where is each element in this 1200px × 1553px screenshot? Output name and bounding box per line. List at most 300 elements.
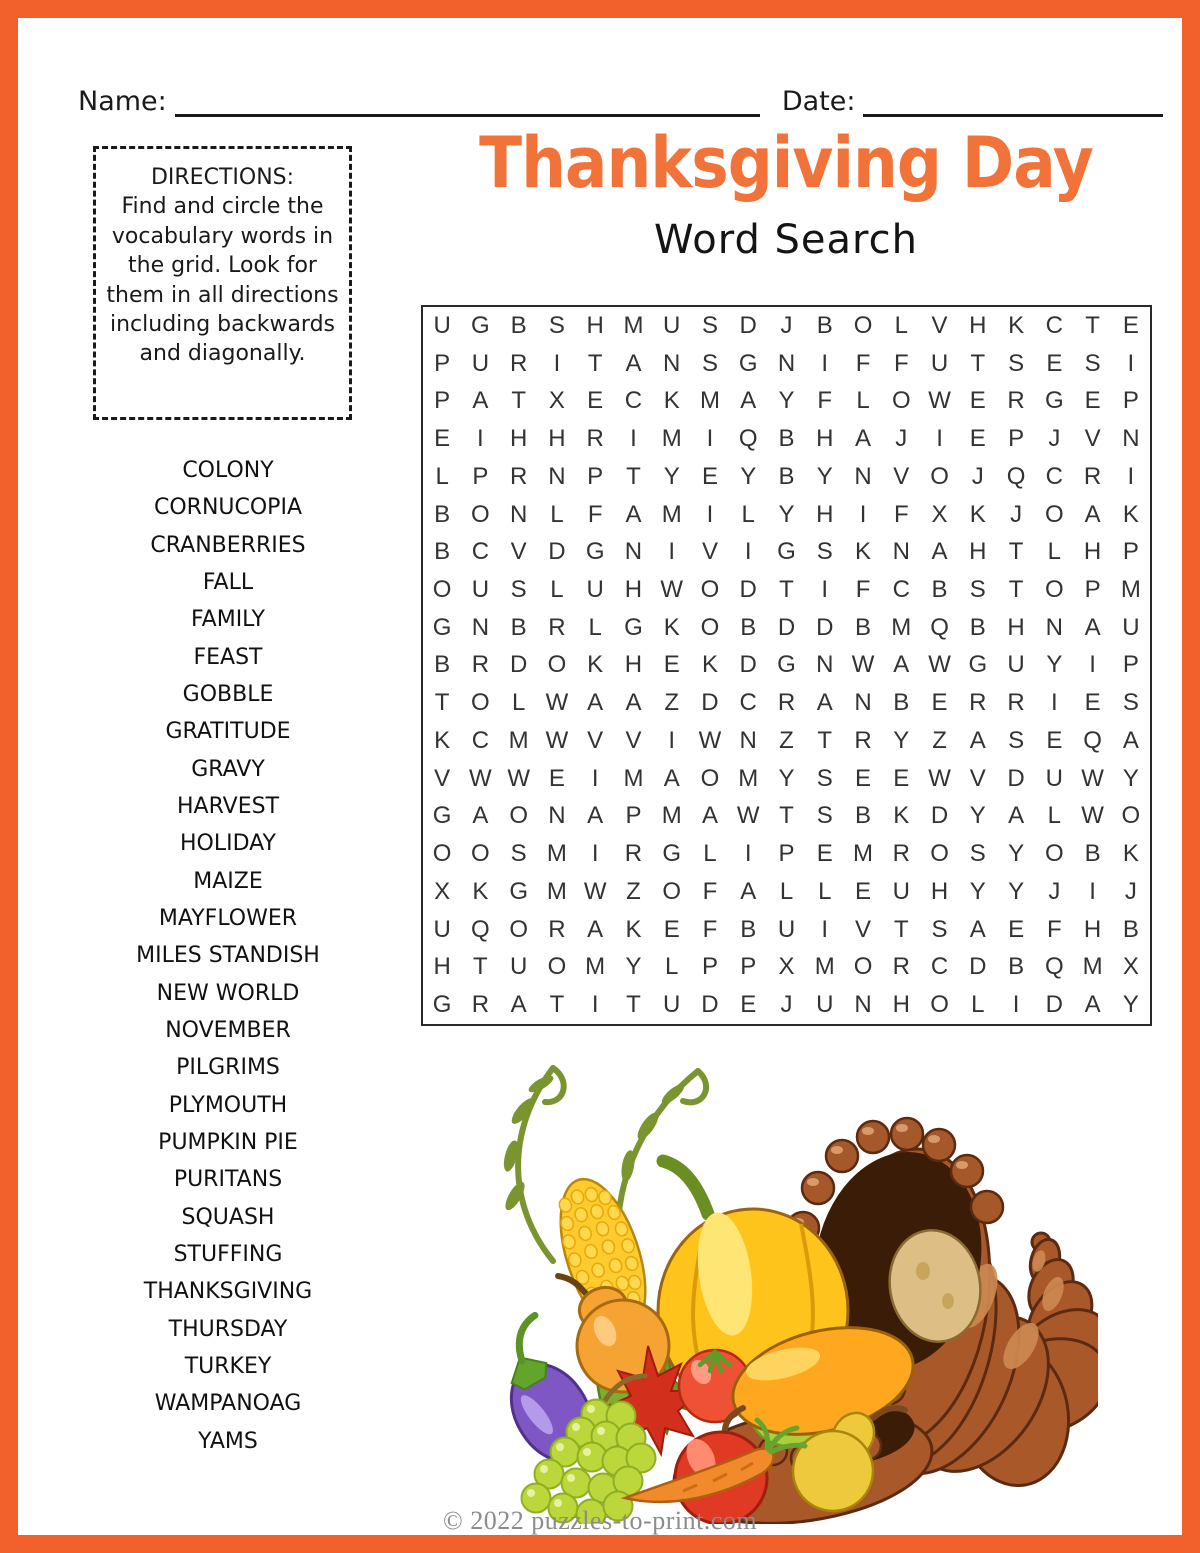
grid-letter: P — [701, 953, 718, 981]
grid-letter: F — [702, 877, 718, 905]
grid-letter: O — [509, 802, 528, 830]
grid-letter: N — [1045, 613, 1063, 641]
grid-letter: M — [546, 840, 567, 868]
grid-letter: P — [472, 462, 489, 490]
grid-letter: I — [553, 349, 561, 377]
copyright-text: © 2022 puzzles-to-print.com — [442, 1506, 758, 1535]
grid-letter: A — [1084, 991, 1101, 1019]
grid-letter: S — [969, 840, 986, 868]
grid-letter: B — [740, 915, 757, 943]
grid-letter: R — [509, 349, 528, 377]
grid-letter: G — [509, 877, 528, 905]
grid-letter: B — [816, 311, 833, 339]
grid-letter: N — [739, 726, 757, 754]
grid-letter: Q — [1045, 953, 1064, 981]
grid-letter: I — [591, 840, 599, 868]
grid-letter: L — [1047, 802, 1062, 830]
grid-letter: J — [895, 425, 908, 453]
grid-letter: T — [1085, 311, 1100, 339]
grid-letter: E — [969, 387, 986, 415]
word-list-item: MAYFLOWER — [158, 906, 298, 932]
grid-letter: R — [854, 726, 872, 754]
grid-letter: V — [1084, 425, 1101, 453]
word-list-item: WAMPANOAG — [154, 1391, 302, 1417]
grid-letter: C — [1045, 311, 1063, 339]
grid-letter: O — [700, 764, 720, 792]
grid-letter: S — [510, 840, 527, 868]
grid-letter: I — [821, 915, 829, 943]
word-list-item: GRAVY — [191, 756, 265, 782]
grid-letter: I — [1051, 689, 1058, 717]
grid-letter: W — [1081, 802, 1104, 830]
grid-letter: A — [1122, 726, 1139, 754]
grid-letter: E — [931, 689, 948, 717]
directions-box — [93, 146, 352, 420]
word-search-grid — [421, 305, 1152, 1026]
grid-letter: G — [777, 538, 796, 566]
grid-letter: X — [1122, 953, 1139, 981]
grid-letter: Z — [664, 689, 680, 717]
grid-letter: M — [623, 311, 644, 339]
grid-letter: O — [930, 462, 949, 490]
word-list-item: THURSDAY — [168, 1316, 288, 1342]
grid-letter: H — [586, 311, 604, 339]
grid-letter: K — [969, 500, 986, 528]
grid-letter: B — [855, 613, 872, 641]
grid-letter: O — [1045, 840, 1064, 868]
grid-letter: O — [1121, 802, 1141, 830]
grid-letter: F — [587, 500, 603, 528]
grid-letter: D — [739, 576, 757, 604]
grid-letter: D — [548, 538, 566, 566]
grid-letter: S — [701, 311, 718, 339]
grid-letter: D — [739, 311, 757, 339]
word-list-item: PLYMOUTH — [168, 1092, 288, 1118]
grid-letter: E — [855, 764, 872, 792]
grid-letter: H — [1083, 915, 1102, 943]
grid-letter: B — [1084, 840, 1101, 868]
grid-letter: D — [701, 689, 719, 717]
grid-letter: I — [744, 538, 752, 566]
grid-letter: U — [663, 311, 681, 339]
grid-letter: C — [892, 576, 910, 604]
grid-letter: R — [624, 840, 643, 868]
grid-letter: R — [509, 462, 528, 490]
grid-letter: B — [434, 651, 451, 679]
grid-letter: V — [587, 726, 604, 754]
grid-letter: R — [548, 613, 566, 641]
grid-letter: B — [510, 311, 527, 339]
grid-letter: O — [700, 576, 720, 604]
grid-letter: C — [471, 538, 490, 566]
grid-letter: P — [1122, 387, 1139, 415]
grid-letter: I — [821, 576, 829, 604]
word-list-item: THANKSGIVING — [143, 1279, 313, 1305]
grid-letter: R — [1007, 689, 1025, 717]
date-blank-line[interactable] — [863, 80, 1163, 117]
grid-letter: O — [930, 991, 949, 1019]
grid-letter: J — [971, 462, 984, 490]
grid-letter: O — [853, 953, 873, 981]
grid-letter: A — [663, 764, 680, 792]
word-list-item: YAMS — [198, 1428, 258, 1454]
grid-letter: H — [548, 425, 566, 453]
grid-letter: A — [893, 651, 910, 679]
grid-letter: U — [892, 877, 910, 905]
grid-letter: U — [1045, 764, 1063, 792]
grid-letter: W — [1081, 764, 1104, 792]
grid-letter: A — [855, 425, 872, 453]
grid-letter: D — [1007, 764, 1025, 792]
word-list-item: SQUASH — [181, 1204, 275, 1230]
grid-letter: F — [855, 349, 871, 377]
grid-letter: D — [816, 613, 834, 641]
word-list-item: PUMPKIN PIE — [158, 1130, 298, 1156]
grid-letter: L — [971, 991, 985, 1019]
grid-letter: A — [587, 689, 604, 717]
grid-letter: U — [1007, 651, 1025, 679]
grid-letter: M — [891, 613, 912, 641]
grid-letter: L — [741, 500, 755, 528]
grid-letter: R — [892, 953, 910, 981]
name-blank-line[interactable] — [175, 80, 760, 117]
name-label: Name: — [78, 86, 167, 117]
grid-letter: B — [434, 538, 451, 566]
grid-letter: L — [703, 840, 717, 868]
page-subtitle: Word Search — [654, 217, 918, 263]
grid-letter: T — [1008, 538, 1024, 566]
grid-letter: N — [471, 613, 490, 641]
grid-letter: U — [433, 915, 451, 943]
grid-letter: W — [736, 802, 760, 830]
grid-letter: A — [587, 915, 604, 943]
grid-letter: T — [1008, 576, 1024, 604]
grid-letter: X — [778, 953, 795, 981]
grid-letter: E — [1084, 689, 1101, 717]
grid-letter: D — [969, 953, 987, 981]
grid-letter: A — [625, 689, 642, 717]
grid-letter: O — [432, 840, 452, 868]
grid-letter: O — [891, 387, 911, 415]
grid-letter: B — [434, 500, 451, 528]
grid-letter: M — [661, 425, 682, 453]
grid-letter: K — [434, 726, 451, 754]
grid-letter: B — [1122, 915, 1139, 943]
grid-letter: E — [893, 764, 910, 792]
grid-letter: C — [739, 689, 757, 717]
grid-letter: X — [548, 387, 565, 415]
grid-letter: E — [663, 915, 680, 943]
grid-letter: F — [893, 349, 909, 377]
grid-letter: P — [587, 462, 604, 490]
grid-letter: F — [893, 500, 909, 528]
word-list-item: HARVEST — [176, 794, 280, 820]
grid-letter: A — [1084, 613, 1101, 641]
word-list — [73, 452, 383, 1460]
grid-letter: M — [853, 840, 874, 868]
word-list-item: NEW WORLD — [156, 980, 300, 1006]
grid-letter: D — [509, 651, 528, 679]
grid-letter: Q — [738, 425, 758, 453]
grid-letter: M — [585, 953, 606, 981]
grid-letter: R — [586, 425, 604, 453]
grid-letter: L — [779, 877, 794, 905]
grid-letter: H — [509, 425, 528, 453]
grid-letter: F — [817, 387, 833, 415]
grid-letter: E — [1122, 311, 1139, 339]
grid-letter: N — [777, 349, 796, 377]
grid-letter: I — [706, 500, 714, 528]
grid-letter: L — [550, 500, 564, 528]
grid-letter: S — [548, 311, 565, 339]
grid-letter: S — [510, 576, 527, 604]
grid-letter: L — [435, 462, 449, 490]
grid-letter: Y — [816, 462, 833, 490]
grid-letter: B — [778, 462, 795, 490]
grid-letter: R — [548, 915, 566, 943]
grid-letter: N — [624, 538, 643, 566]
grid-letter: Q — [930, 613, 949, 641]
grid-letter: S — [1008, 349, 1025, 377]
grid-letter: N — [854, 991, 872, 1019]
grid-letter: S — [969, 576, 986, 604]
grid-letter: Y — [778, 387, 795, 415]
grid-letter: E — [587, 387, 604, 415]
grid-letter: V — [893, 462, 910, 490]
grid-letter: K — [663, 387, 680, 415]
grid-letter: R — [1007, 387, 1025, 415]
grid-letter: U — [816, 991, 834, 1019]
grid-letter: I — [477, 425, 484, 453]
grid-letter: I — [668, 538, 676, 566]
page-title: Thanksgiving Day — [479, 122, 1093, 204]
grid-letter: L — [665, 953, 679, 981]
title-block — [386, 122, 1186, 263]
grid-letter: Z — [626, 877, 641, 905]
grid-letter: A — [625, 349, 642, 377]
grid-letter: D — [701, 991, 719, 1019]
grid-letter: X — [931, 500, 948, 528]
grid-letter: I — [1012, 991, 1020, 1019]
grid-letter: H — [816, 425, 834, 453]
grid-letter: U — [471, 349, 490, 377]
grid-letter: J — [1048, 425, 1061, 453]
grid-letter: I — [591, 991, 599, 1019]
grid-letter: M — [1120, 576, 1141, 604]
grid-letter: Y — [1122, 764, 1139, 792]
grid-letter: H — [930, 877, 949, 905]
grid-letter: A — [969, 915, 986, 943]
grid-letter: J — [1124, 877, 1137, 905]
grid-letter: S — [931, 915, 948, 943]
grid-letter: P — [625, 802, 642, 830]
grid-letter: G — [585, 538, 605, 566]
grid-letter: J — [780, 311, 793, 339]
grid-letter: S — [701, 349, 718, 377]
grid-letter: N — [548, 802, 566, 830]
word-list-item: COLONY — [182, 458, 274, 484]
grid-letter: C — [471, 726, 490, 754]
word-list-item: NOVEMBER — [165, 1018, 291, 1044]
grid-letter: W — [469, 764, 492, 792]
word-list-item: HOLIDAY — [180, 831, 276, 857]
grid-letter: T — [587, 349, 603, 377]
grid-letter: L — [550, 576, 564, 604]
grid-letter: T — [434, 689, 450, 717]
grid-letter: V — [969, 764, 986, 792]
grid-letter: H — [969, 311, 987, 339]
grid-letter: L — [1047, 538, 1062, 566]
grid-letter: O — [471, 500, 490, 528]
grid-letter: E — [701, 462, 718, 490]
grid-letter: B — [740, 613, 757, 641]
grid-letter: K — [625, 915, 642, 943]
grid-letter: B — [1008, 953, 1025, 981]
grid-letter: W — [545, 726, 569, 754]
grid-letter: O — [432, 576, 452, 604]
grid-letter: G — [1045, 387, 1064, 415]
grid-letter: E — [1008, 915, 1025, 943]
grid-letter: A — [1008, 802, 1025, 830]
grid-letter: B — [778, 425, 795, 453]
grid-letter: G — [662, 840, 682, 868]
grid-letter: R — [969, 689, 987, 717]
grid-letter: A — [625, 500, 642, 528]
grid-letter: K — [893, 802, 910, 830]
grid-letter: W — [698, 726, 722, 754]
grid-letter: Z — [779, 726, 794, 754]
grid-letter: V — [625, 726, 642, 754]
grid-letter: M — [738, 764, 759, 792]
grid-letter: U — [509, 953, 528, 981]
grid-letter: E — [1046, 349, 1063, 377]
grid-letter: H — [816, 500, 834, 528]
word-list-item: GOBBLE — [182, 682, 274, 708]
grid-letter: I — [936, 425, 943, 453]
grid-letter: Q — [1083, 726, 1102, 754]
grid-letter: O — [509, 915, 528, 943]
grid-letter: L — [588, 613, 602, 641]
grid-letter: I — [821, 349, 829, 377]
grid-letter: H — [1083, 538, 1102, 566]
grid-letter: H — [624, 651, 643, 679]
grid-letter: Z — [932, 726, 947, 754]
grid-letter: A — [931, 538, 948, 566]
grid-letter: R — [892, 840, 910, 868]
grid-letter: W — [507, 764, 530, 792]
grid-letter: U — [586, 576, 604, 604]
grid-letter: S — [816, 802, 833, 830]
grid-letter: K — [663, 613, 680, 641]
grid-letter: E — [434, 425, 451, 453]
directions-body: Find and circle the vocabulary words in the grid. Look for them in all directions including backwards and diagonally. — [106, 194, 339, 367]
grid-letter: T — [893, 915, 909, 943]
word-list-item: TURKEY — [184, 1354, 272, 1380]
grid-letter: Y — [1122, 991, 1139, 1019]
grid-letter: G — [432, 802, 452, 830]
grid-letter: D — [930, 802, 949, 830]
grid-letter: C — [1045, 462, 1063, 490]
grid-letter: I — [706, 425, 714, 453]
word-list-item: PILGRIMS — [176, 1055, 280, 1081]
grid-letter: S — [1084, 349, 1101, 377]
grid-letter: A — [969, 726, 986, 754]
grid-letter: Y — [893, 726, 910, 754]
grid-letter: Y — [969, 802, 986, 830]
grid-letter: J — [780, 991, 793, 1019]
grid-letter: B — [893, 689, 910, 717]
grid-letter: A — [740, 877, 757, 905]
grid-letter: W — [660, 576, 684, 604]
grid-letter: A — [510, 991, 527, 1019]
word-list-item: CRANBERRIES — [150, 532, 306, 558]
grid-letter: Y — [1008, 877, 1025, 905]
grid-letter: Y — [625, 953, 642, 981]
grid-letter: K — [587, 651, 604, 679]
grid-letter: Y — [778, 764, 795, 792]
grid-letter: H — [433, 953, 451, 981]
grid-letter: Q — [1006, 462, 1026, 490]
date-label: Date: — [781, 86, 856, 117]
grid-letter: N — [509, 500, 528, 528]
grid-letter: I — [668, 726, 676, 754]
grid-letter: K — [1008, 311, 1025, 339]
grid-letter: V — [931, 311, 948, 339]
grid-letter: L — [511, 689, 526, 717]
grid-letter: T — [473, 953, 488, 981]
grid-letter: O — [1045, 576, 1064, 604]
grid-letter: P — [1122, 538, 1139, 566]
grid-letter: Y — [740, 462, 757, 490]
grid-letter: W — [583, 877, 607, 905]
grid-letter: G — [432, 991, 452, 1019]
grid-letter: I — [591, 764, 599, 792]
grid-letter: I — [859, 500, 867, 528]
grid-letter: S — [1122, 689, 1139, 717]
grid-letter: V — [701, 538, 718, 566]
grid-letter: M — [508, 726, 529, 754]
grid-letter: F — [1047, 915, 1062, 943]
directions-heading: DIRECTIONS: — [150, 165, 295, 190]
grid-letter: N — [1122, 425, 1140, 453]
grid-letter: P — [1122, 651, 1139, 679]
grid-letter: H — [1007, 613, 1025, 641]
grid-letter: K — [472, 877, 489, 905]
grid-letter: O — [1045, 500, 1064, 528]
grid-letter: W — [851, 651, 875, 679]
word-list-item: MAIZE — [193, 868, 263, 894]
grid-letter: I — [1127, 349, 1135, 377]
grid-letter: E — [663, 651, 680, 679]
grid-letter: V — [434, 764, 451, 792]
grid-letter: N — [892, 538, 910, 566]
grid-letter: J — [1010, 500, 1023, 528]
grid-letter: K — [1122, 500, 1139, 528]
grid-letter: G — [777, 651, 796, 679]
grid-letter: I — [630, 425, 637, 453]
grid-letter: O — [853, 311, 873, 339]
grid-letter: P — [434, 387, 451, 415]
word-list-item: FAMILY — [191, 607, 265, 633]
grid-letter: O — [547, 651, 567, 679]
grid-letter: I — [1127, 462, 1135, 490]
grid-letter: U — [1122, 613, 1140, 641]
grid-letter: A — [740, 387, 757, 415]
grid-letter: R — [471, 651, 490, 679]
grid-letter: E — [548, 764, 565, 792]
grid-letter: U — [930, 349, 949, 377]
grid-letter: M — [1082, 953, 1103, 981]
